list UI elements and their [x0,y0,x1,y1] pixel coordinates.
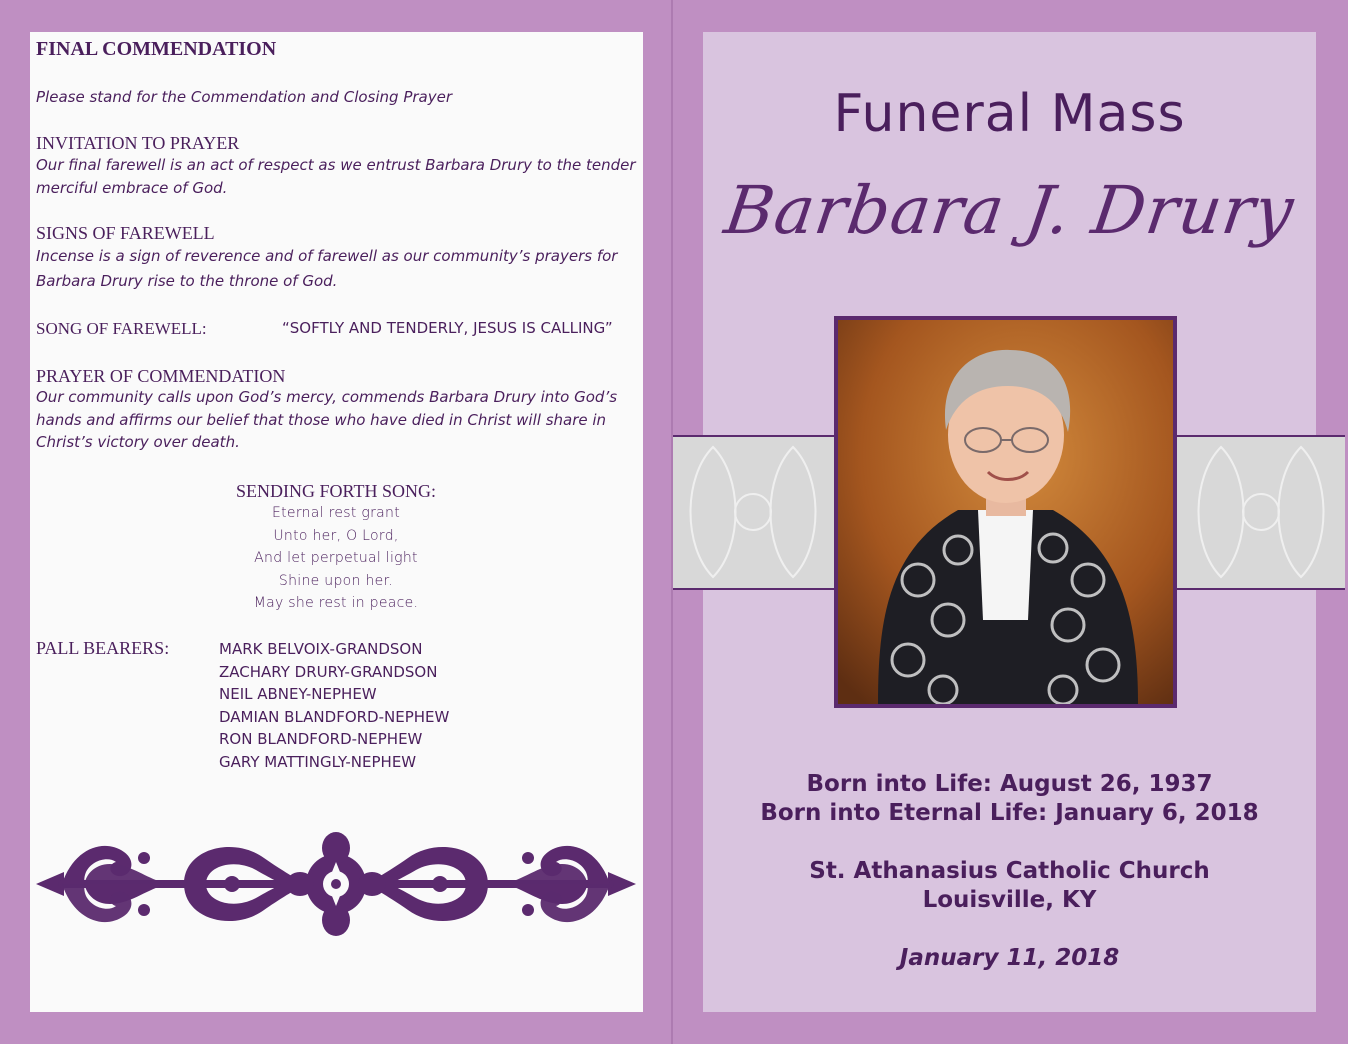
invitation-text: Our final farewell is an act of respect as we entrust Barbara Drury to the tender merciful embrace of God. [36,156,636,197]
verse-line: And let perpetual light [254,550,418,566]
portrait-photo [834,316,1177,708]
verse-line: Shine upon her. [278,572,394,589]
service-date: January 11, 2018 [899,945,1120,971]
pall-bearer: DAMIAN BLANDFORD-NEPHEW [219,707,450,726]
pall-bearer: RON BLANDFORD-NEPHEW [219,730,423,748]
please-stand-text: Please stand for the Commendation and Closing Prayer [36,88,452,106]
eternal-life-date: Born into Eternal Life: January 6, 2018 [760,800,1259,826]
prayer-text: Our community calls upon God’s mercy, commends Barbara Drury into God’s hands and affirms our belief that those who have died in Christ will share in Christ’s victory over death. [36,388,618,451]
verse-line: Eternal rest grant [271,505,401,521]
deceased-name: Barbara J. Drury [720,172,1299,249]
scroll-ornament-icon [34,828,638,940]
song-title: “SOFTLY AND TENDERLY, JESUS IS CALLING” [282,319,613,337]
pall-bearer: MARK BELVOIX-GRANDSON [219,640,423,658]
sending-forth-song [36,480,636,615]
song-label: SONG OF FAREWELL: [36,319,207,338]
portrait-image-icon [838,320,1173,704]
left-panel [30,32,643,1012]
pall-bearer: GARY MATTINGLY-NEPHEW [219,752,417,771]
signs-text: Incense is a sign of reverence and of farewell as our community’s prayers for Barbara Drury rise to the throne of God. [36,247,618,290]
church-name: St. Athanasius Catholic Church [809,858,1210,884]
page-title: Funeral Mass [833,84,1186,144]
birth-date: Born into Life: August 26, 1937 [806,771,1213,797]
sending-heading: SENDING FORTH SONG: [236,481,436,501]
church-location: Louisville, KY [922,887,1097,913]
pall-bearer-list [219,638,449,773]
pall-bearer: NEIL ABNEY-NEPHEW [219,685,377,703]
final-commendation-heading: FINAL COMMENDATION [36,38,277,60]
verse-line: May she rest in peace. [253,595,419,611]
prayer-heading: PRAYER OF COMMENDATION [36,366,286,386]
invitation-heading: INVITATION TO PRAYER [36,133,240,153]
pall-label: PALL BEARERS: [36,638,170,658]
verse-line: Unto her, O Lord, [273,527,399,544]
signs-heading: SIGNS OF FAREWELL [36,223,215,243]
pall-bearer: ZACHARY DRURY-GRANDSON [219,662,438,681]
